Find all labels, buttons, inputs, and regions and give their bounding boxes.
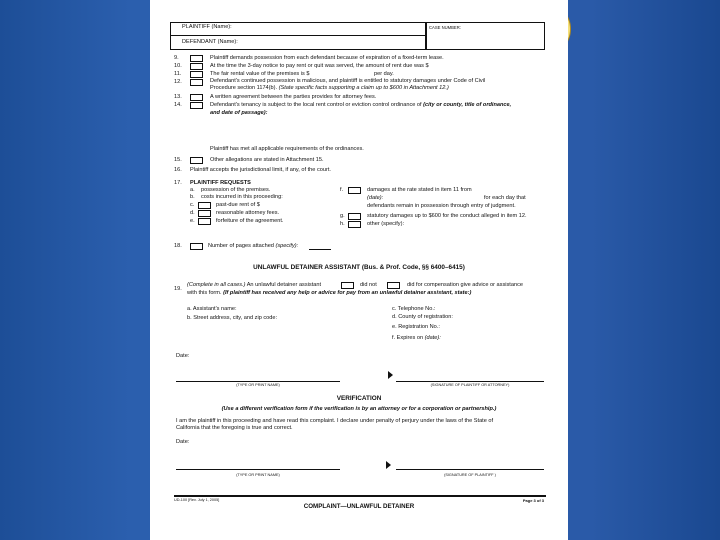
case-number-label: CASE NUMBER: xyxy=(429,25,461,30)
item-13-text: A written agreement between the parties provides for attorney fees. xyxy=(210,94,377,100)
item-12-checkbox[interactable] xyxy=(190,79,203,86)
request-f-continued: defendants remain in possession through entry of judgment. xyxy=(367,203,516,209)
form-id: UD-100 [Rev. July 1, 2005] xyxy=(174,498,220,502)
request-g-checkbox[interactable] xyxy=(348,213,361,220)
item-14-text-line2: and date of passage): xyxy=(210,110,268,116)
header-divider xyxy=(170,35,425,36)
item-11-checkbox[interactable] xyxy=(190,71,203,78)
footer-title: COMPLAINT—UNLAWFUL DETAINER xyxy=(303,503,415,510)
signature-caption: (SIGNATURE OF PLAINTIFF ) xyxy=(444,473,496,477)
plaintiff-label: PLAINTIFF (Name): xyxy=(182,24,232,30)
uda-section-title: UNLAWFUL DETAINER ASSISTANT (Bus. & Prof. Code, §§ 6400–6415) xyxy=(253,264,465,271)
uda-telephone: c. Telephone No.: xyxy=(392,306,436,312)
request-letter: g. xyxy=(340,213,345,219)
signature-caption: (SIGNATURE OF PLAINTIFF OR ATTORNEY) xyxy=(430,383,510,387)
item-number: 17. xyxy=(174,180,182,186)
item-number: 16. xyxy=(174,167,182,173)
verification-text-line2: California that the foregoing is true and correct. xyxy=(176,425,293,431)
ordinance-compliance-text: Plaintiff has met all applicable requirements of the ordinances. xyxy=(210,146,364,152)
request-letter: h. xyxy=(340,221,345,227)
uda-did-label: did for compensation give advice or assistance xyxy=(407,282,523,288)
request-letter: d. xyxy=(190,210,195,216)
form-page xyxy=(150,0,568,540)
request-h: other (specify): xyxy=(367,221,404,227)
item-9-checkbox[interactable] xyxy=(190,55,203,62)
print-name-line xyxy=(176,469,340,470)
request-c-checkbox[interactable] xyxy=(198,202,211,209)
uda-expires-on: f. Expires on (date): xyxy=(392,335,441,341)
request-letter: a. xyxy=(190,187,195,193)
item-number: 9. xyxy=(174,55,179,61)
item-10-text: At the time the 3-day notice to pay rent or quit was served, the amount of rent due was $ xyxy=(210,63,429,69)
item-16-text: Plaintiff accepts the jurisdictional limit, if any, of the court. xyxy=(190,167,331,173)
item-18-checkbox[interactable] xyxy=(190,243,203,250)
item-18-text: Number of pages attached (specify): xyxy=(208,243,299,249)
request-g: statutory damages up to $600 for the conduct alleged in item 12. xyxy=(367,213,527,219)
print-name-caption: (TYPE OR PRINT NAME) xyxy=(236,383,280,387)
request-letter: b. xyxy=(190,194,195,200)
item-number: 14. xyxy=(174,102,182,108)
uda-assistant-name: a. Assistant's name: xyxy=(187,306,237,312)
arrow-right-icon xyxy=(386,461,391,469)
request-letter: e. xyxy=(190,218,195,224)
signature-line[interactable] xyxy=(396,381,544,382)
request-e: forfeiture of the agreement. xyxy=(216,218,284,224)
uda-line1: (Complete in all cases.) An unlawful detainer assistant xyxy=(187,282,322,288)
request-h-checkbox[interactable] xyxy=(348,221,361,228)
request-d: reasonable attorney fees. xyxy=(216,210,280,216)
request-letter: c. xyxy=(190,202,195,208)
uda-did-not-label: did not xyxy=(360,282,377,288)
item-number: 12. xyxy=(174,79,182,85)
item-9-text: Plaintiff demands possession from each defendant because of expiration of a fixed-term lease. xyxy=(210,55,444,61)
arrow-right-icon xyxy=(388,371,393,379)
signature-line[interactable] xyxy=(396,469,544,470)
print-name-caption: (TYPE OR PRINT NAME) xyxy=(236,473,280,477)
item-12-text-line1: Defendant's continued possession is malicious, and plaintiff is entitled to statutory damages under Code of Civil xyxy=(210,78,486,84)
item-15-checkbox[interactable] xyxy=(190,157,203,164)
request-letter: f. xyxy=(340,187,344,193)
date-label: Date: xyxy=(176,439,190,445)
item-number: 19. xyxy=(174,286,182,292)
item-13-checkbox[interactable] xyxy=(190,94,203,101)
request-e-checkbox[interactable] xyxy=(198,218,211,225)
request-f-date: (date): xyxy=(367,195,384,201)
request-b: costs incurred in this proceeding: xyxy=(201,194,283,200)
request-a: possession of the premises. xyxy=(201,187,271,193)
footer-rule xyxy=(174,495,546,497)
item-number: 10. xyxy=(174,63,182,69)
uda-county: d. County of registration: xyxy=(392,314,453,320)
uda-street-address: b. Street address, city, and zip code: xyxy=(187,315,278,321)
request-f-each-day: for each day that xyxy=(484,195,526,201)
item-12-text-line2: Procedure section 1174(b). (State specific facts supporting a claim up to $600 in Attachment 12.) xyxy=(210,85,449,91)
plaintiff-requests-heading: PLAINTIFF REQUESTS xyxy=(190,180,251,186)
verification-subtitle: (Use a different verification form if the verification is by an attorney or for a corporation or partnership.) xyxy=(221,406,497,412)
item-10-checkbox[interactable] xyxy=(190,63,203,70)
item-15-text: Other allegations are stated in Attachment 15. xyxy=(210,157,324,163)
item-14-checkbox[interactable] xyxy=(190,102,203,109)
item-number: 13. xyxy=(174,94,182,100)
pages-attached-line xyxy=(309,249,331,250)
uda-registration-no: e. Registration No.: xyxy=(392,324,440,330)
request-f-checkbox[interactable] xyxy=(348,187,361,194)
item-11-per-day: per day. xyxy=(374,71,394,77)
request-c: past-due rent of $ xyxy=(216,202,260,208)
defendant-label: DEFENDANT (Name): xyxy=(182,39,238,45)
print-name-line xyxy=(176,381,340,382)
uda-did-checkbox[interactable] xyxy=(387,282,400,289)
item-number: 18. xyxy=(174,243,182,249)
request-d-checkbox[interactable] xyxy=(198,210,211,217)
uda-did-not-checkbox[interactable] xyxy=(341,282,354,289)
item-14-text-line1: Defendant's tenancy is subject to the local rent control or eviction control ordinance of (city or county, title of ordinance, xyxy=(210,102,512,108)
uda-line2: with this form. (If plaintiff has received any help or advice for pay from an unlawful detainer assistant, state:) xyxy=(187,290,472,296)
page-number: Page 3 of 3 xyxy=(522,498,544,503)
date-label: Date: xyxy=(176,353,190,359)
verification-title: VERIFICATION xyxy=(336,395,382,402)
verification-text-line1: I am the plaintiff in this proceeding and have read this complaint. I declare under penalty of perjury under the laws of the State of xyxy=(176,418,494,424)
item-11-text: The fair rental value of the premises is $ xyxy=(210,71,310,77)
item-number: 11. xyxy=(174,71,182,77)
item-number: 15. xyxy=(174,157,182,163)
request-f: damages at the rate stated in item 11 from xyxy=(367,187,472,193)
